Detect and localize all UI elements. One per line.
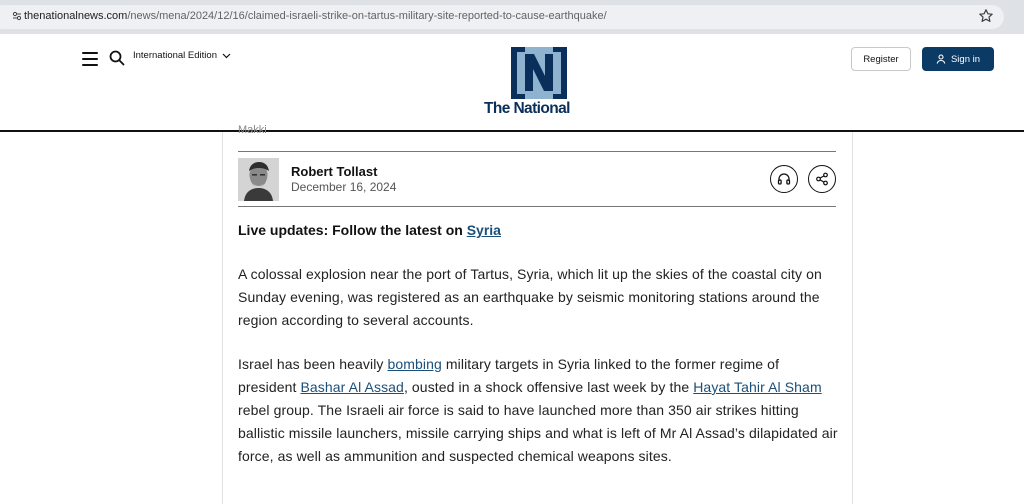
bashar-al-assad-link[interactable]: Bashar Al Assad: [300, 379, 404, 395]
url-text[interactable]: [24, 10, 607, 22]
paragraph-text: military targets in Syria linked to the former regime of president: [238, 356, 780, 395]
paragraph-text: , ousted in a shock offensive last week by the: [403, 379, 694, 395]
share-icon: [815, 172, 829, 186]
site-info-icon[interactable]: [12, 11, 22, 21]
browser-toolbar: [0, 0, 1024, 34]
sign-in-label: Sign in: [950, 53, 981, 65]
bookmark-star-icon[interactable]: [978, 8, 994, 24]
site-header: [0, 34, 1024, 132]
content-column-border-right: [852, 132, 853, 504]
register-button[interactable]: Register: [851, 47, 911, 71]
edition-selector[interactable]: [133, 50, 231, 61]
author-avatar[interactable]: [238, 158, 279, 201]
menu-icon[interactable]: [82, 52, 98, 66]
article-paragraph-1: A colossal explosion near the port of Tartus, Syria, which lit up the skies of the coastal city on Sunday evening, was registered as an earthquake by seismic monitoring stations around the region according to several accounts.: [238, 266, 822, 328]
user-icon: [936, 54, 946, 64]
hayat-tahir-al-sham-link[interactable]: Hayat Tahir Al Sham: [693, 379, 822, 395]
paragraph-text: Israel has been heavily: [238, 356, 388, 372]
share-button[interactable]: [808, 165, 836, 193]
bombing-link[interactable]: bombing: [387, 356, 442, 372]
paragraph-text: rebel group. The Israeli air force is said to have launched more than 350 air strikes hitting ballistic missile launchers, missile carrying ships and what is left of Mr Al Assad’s dilapidated air force, as well as ammunition and suspected chemical weapons sites.: [238, 402, 838, 464]
url-domain: thenationalnews.com: [24, 10, 128, 22]
url-path: /news/mena/2024/12/16/claimed-israeli-strike-on-tartus-military-site-reported-to-cause-earthquake/: [127, 10, 607, 22]
publish-date: December 16, 2024: [291, 180, 397, 194]
sign-in-button[interactable]: [922, 47, 994, 71]
content-column-border-left: [222, 132, 223, 504]
search-icon[interactable]: [108, 49, 126, 67]
live-updates-line: [238, 222, 501, 238]
listen-button[interactable]: [770, 165, 798, 193]
byline-divider-top: [238, 151, 836, 152]
live-updates-text: Live updates: Follow the latest on: [238, 222, 467, 238]
headphones-icon: [777, 172, 791, 186]
logo-wordmark: The National: [484, 100, 570, 117]
edition-label: International Edition: [133, 50, 217, 61]
syria-link[interactable]: Syria: [466, 222, 501, 238]
author-name[interactable]: Robert Tollast: [291, 164, 378, 179]
image-caption-credit: Makki: [238, 124, 267, 136]
article-paragraph-2: [238, 353, 838, 468]
chevron-down-icon: [222, 53, 231, 59]
byline-divider-bottom: [238, 206, 836, 207]
